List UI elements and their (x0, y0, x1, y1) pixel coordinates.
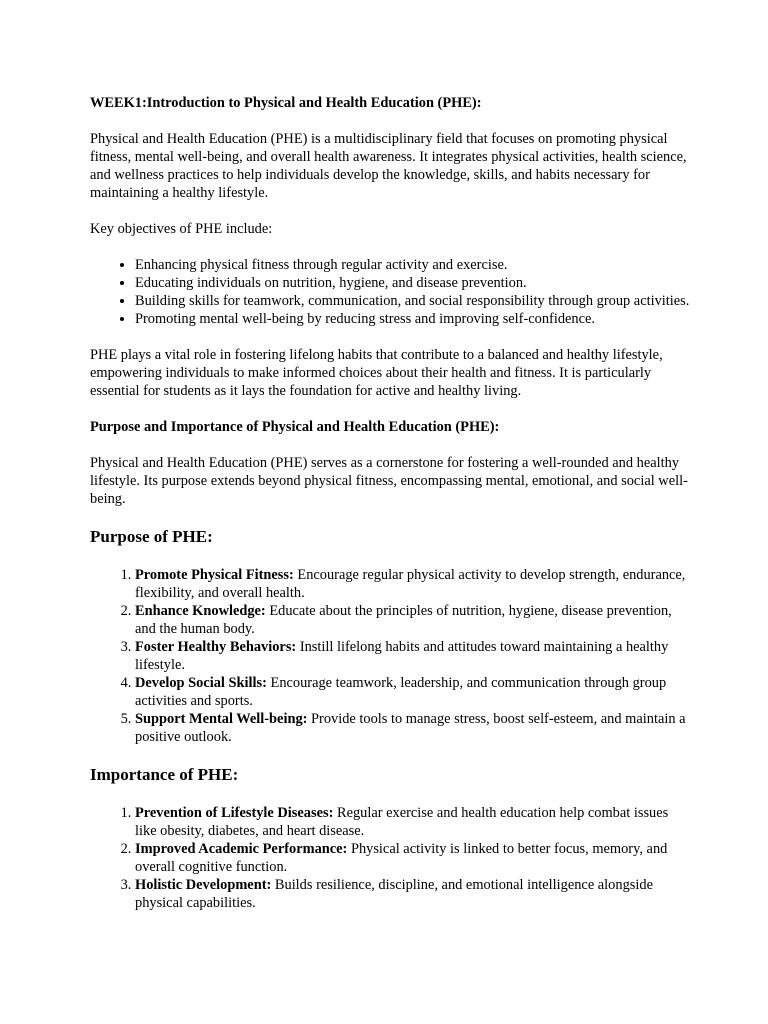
item-term: Promote Physical Fitness: (135, 567, 294, 583)
item-term: Improved Academic Performance: (135, 841, 348, 857)
list-item (135, 638, 690, 674)
item-term: Develop Social Skills: (135, 675, 267, 691)
item-term: Enhance Knowledge: (135, 603, 266, 619)
list-item: • Enhancing physical fitness through regular activity and exercise. (135, 256, 690, 274)
importance-heading: Importance of PHE: (90, 765, 239, 784)
item-text: Educate about the principles of nutrition, hygiene, disease prevention, and the human body. (135, 603, 672, 637)
list-item (135, 674, 690, 710)
list-item: • Educating individuals on nutrition, hygiene, and disease prevention. (135, 274, 690, 292)
objectives-list (90, 256, 690, 328)
item-text: Physical activity is linked to better focus, memory, and overall cognitive function. (135, 841, 668, 875)
item-text: Encourage regular physical activity to develop strength, endurance, flexibility, and overall health. (135, 567, 686, 601)
list-item (135, 804, 690, 840)
item-text: Instill lifelong habits and attitudes toward maintaining a healthy lifestyle. (135, 639, 669, 673)
item-term: Holistic Development: (135, 877, 272, 893)
list-item (135, 710, 690, 746)
list-item (135, 840, 690, 876)
list-item: • Building skills for teamwork, communication, and social responsibility through group activities. (135, 292, 690, 310)
page-title: WEEK1:Introduction to Physical and Health Education (PHE): (90, 95, 482, 111)
purpose-importance-heading: Purpose and Importance of Physical and Health Education (PHE): (90, 419, 500, 435)
list-item (135, 876, 690, 912)
list-item (135, 602, 690, 638)
list-item: • Promoting mental well-being by reducing stress and improving self-confidence. (135, 310, 690, 328)
document-page (90, 94, 690, 930)
item-term: Support Mental Well-being: (135, 711, 308, 727)
intro-paragraph: Physical and Health Education (PHE) is a multidisciplinary field that focuses on promoting physical fitness, mental well-being, and overall health awareness. It integrates physical activities, health science, and wellness practices to help individuals develop the knowledge, skills, and habits necessary for maintaining a healthy lifestyle. (90, 131, 687, 201)
item-text: Provide tools to manage stress, boost self-esteem, and maintain a positive outlook. (135, 711, 686, 745)
item-text: Builds resilience, discipline, and emotional intelligence alongside physical capabilities. (135, 877, 653, 911)
list-item (135, 566, 690, 602)
role-paragraph: PHE plays a vital role in fostering lifelong habits that contribute to a balanced and healthy lifestyle, empowering individuals to make informed choices about their health and fitness. It is particularly essential for students as it lays the foundation for active and healthy living. (90, 347, 663, 399)
purpose-list (90, 566, 690, 746)
item-text: Regular exercise and health education help combat issues like obesity, diabetes, and heart disease. (135, 805, 669, 839)
item-term: Foster Healthy Behaviors: (135, 639, 297, 655)
objectives-intro: Key objectives of PHE include: (90, 221, 273, 237)
importance-list (90, 804, 690, 912)
item-term: Prevention of Lifestyle Diseases: (135, 805, 334, 821)
purpose-importance-paragraph: Physical and Health Education (PHE) serves as a cornerstone for fostering a well-rounded and healthy lifestyle. Its purpose extends beyond physical fitness, encompassing mental, emotional, and social well-being. (90, 455, 688, 507)
item-text: Encourage teamwork, leadership, and communication through group activities and sports. (135, 675, 667, 709)
purpose-heading: Purpose of PHE: (90, 527, 213, 546)
